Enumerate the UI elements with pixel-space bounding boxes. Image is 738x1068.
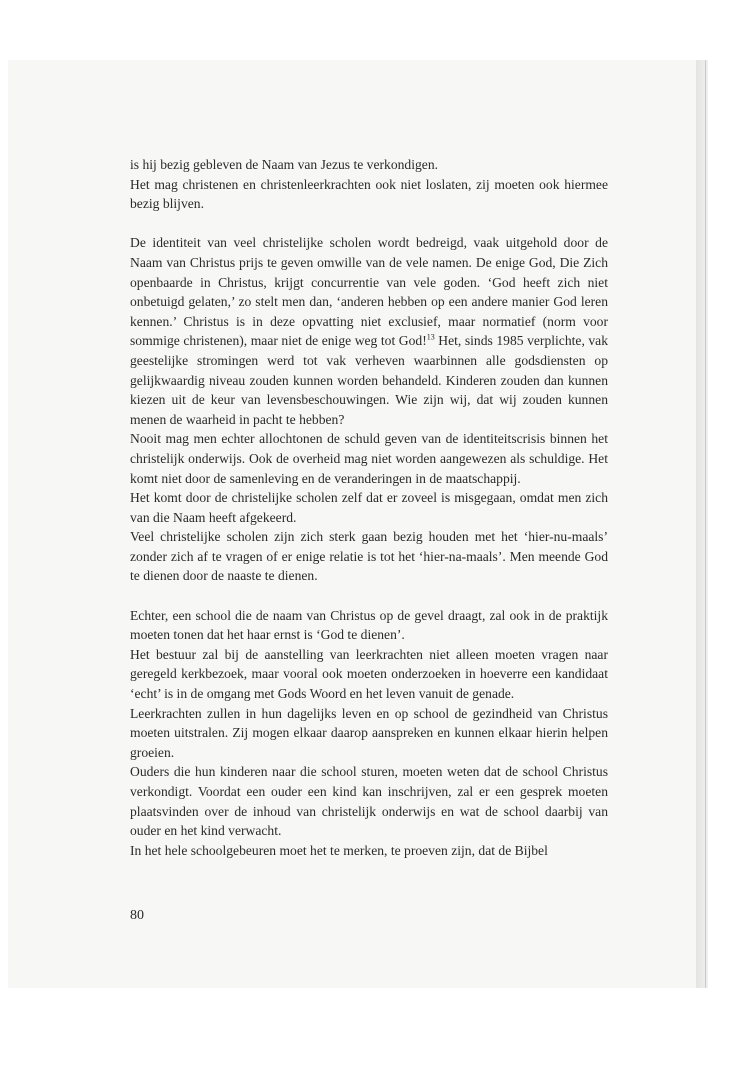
page-edge-line xyxy=(705,60,706,988)
footnote-marker: 13 xyxy=(426,332,435,342)
body-text xyxy=(130,155,608,860)
paragraph-4: Nooit mag men echter allochtonen de schuld geven van de identiteitscrisis binnen het christelijk onderwijs. Ook de overheid mag niet worden aangewezen als schuldige. Het komt niet door de samenleving en de veranderingen in de maatschappij. xyxy=(130,431,608,486)
paragraph-1: is hij bezig gebleven de Naam van Jezus te verkondigen. xyxy=(130,157,439,172)
paragraph-3-text-b: Het, sinds 1985 verplichte, vak geestelijke stromingen werd tot vak verheven waarbinnen alle godsdiensten op gelijkwaardig niveau zouden kunnen worden behandeld. Kinderen zouden dan kunnen kiezen uit de keur van levensbeschouwingen. Wie zijn wij, dat wij zouden kunnen menen de waarheid in pacht te hebben? xyxy=(130,333,609,427)
paragraph-3 xyxy=(130,233,608,429)
page-edge-shadow xyxy=(696,60,708,988)
paragraph-6: Veel christelijke scholen zijn zich sterk gaan bezig houden met het ‘hier-nu-maals’ zonder zich af te vragen of er enige relatie is tot het ‘hier-na-maals’. Men meende God te dienen door de naaste te dienen. xyxy=(130,529,608,584)
paragraph-8: Het bestuur zal bij de aanstelling van leerkrachten niet alleen moeten vragen naar geregeld kerkbezoek, maar vooral ook moeten onderzoeken in hoeverre een kandidaat ‘echt’ is in de omgang met Gods Woord en het leven vanuit de genade. xyxy=(130,646,608,702)
paragraph-2: Het mag christenen en christenleerkrachten ook niet loslaten, zij moeten ook hiermee bezig blijven. xyxy=(130,176,608,212)
paragraph-9: Leerkrachten zullen in hun dagelijks leven en op school de gezindheid van Christus moeten uitstralen. Zij mogen elkaar daarop aanspreken en kunnen elkaar hierin helpen groeien. xyxy=(130,705,608,760)
paragraph-11: In het hele schoolgebeuren moet het te merken, te proeven zijn, dat de Bijbel xyxy=(130,842,548,858)
paragraph-7: Echter, een school die de naam van Christus op de gevel draagt, zal ook in de praktijk moeten tonen dat het haar ernst is ‘God te dienen’. xyxy=(130,607,608,643)
page-number: 80 xyxy=(130,908,144,923)
paragraph-5: Het komt door de christelijke scholen zelf dat er zoveel is misgegaan, omdat men zich van die Naam heeft afgekeerd. xyxy=(130,490,608,525)
paragraph-10: Ouders die hun kinderen naar die school sturen, moeten weten dat de school Christus verkondigt. Voordat een ouder een kind kan inschrijven, zal er een gesprek moeten plaatsvinden over de inhoud van christelijk onderwijs en wat de school daarbij van ouder en het kind verwacht. xyxy=(130,764,608,839)
paragraph-3-text-a: De identiteit van veel christelijke scholen wordt bedreigd, vaak uitgehold door de Naam van Christus prijs te geven omwille van de vele namen. De enige God, Die Zich openbaarde in Christus, krijgt concurrentie van vele goden. ‘God heeft zich niet onbetuigd gelaten,’ zo stelt men dan, ‘anderen hebben op een andere manier God leren kennen.’ Christus is in deze opvatting niet exclusief, maar normatief (norm voor sommige christenen), maar niet de enige weg tot God! xyxy=(130,235,608,349)
